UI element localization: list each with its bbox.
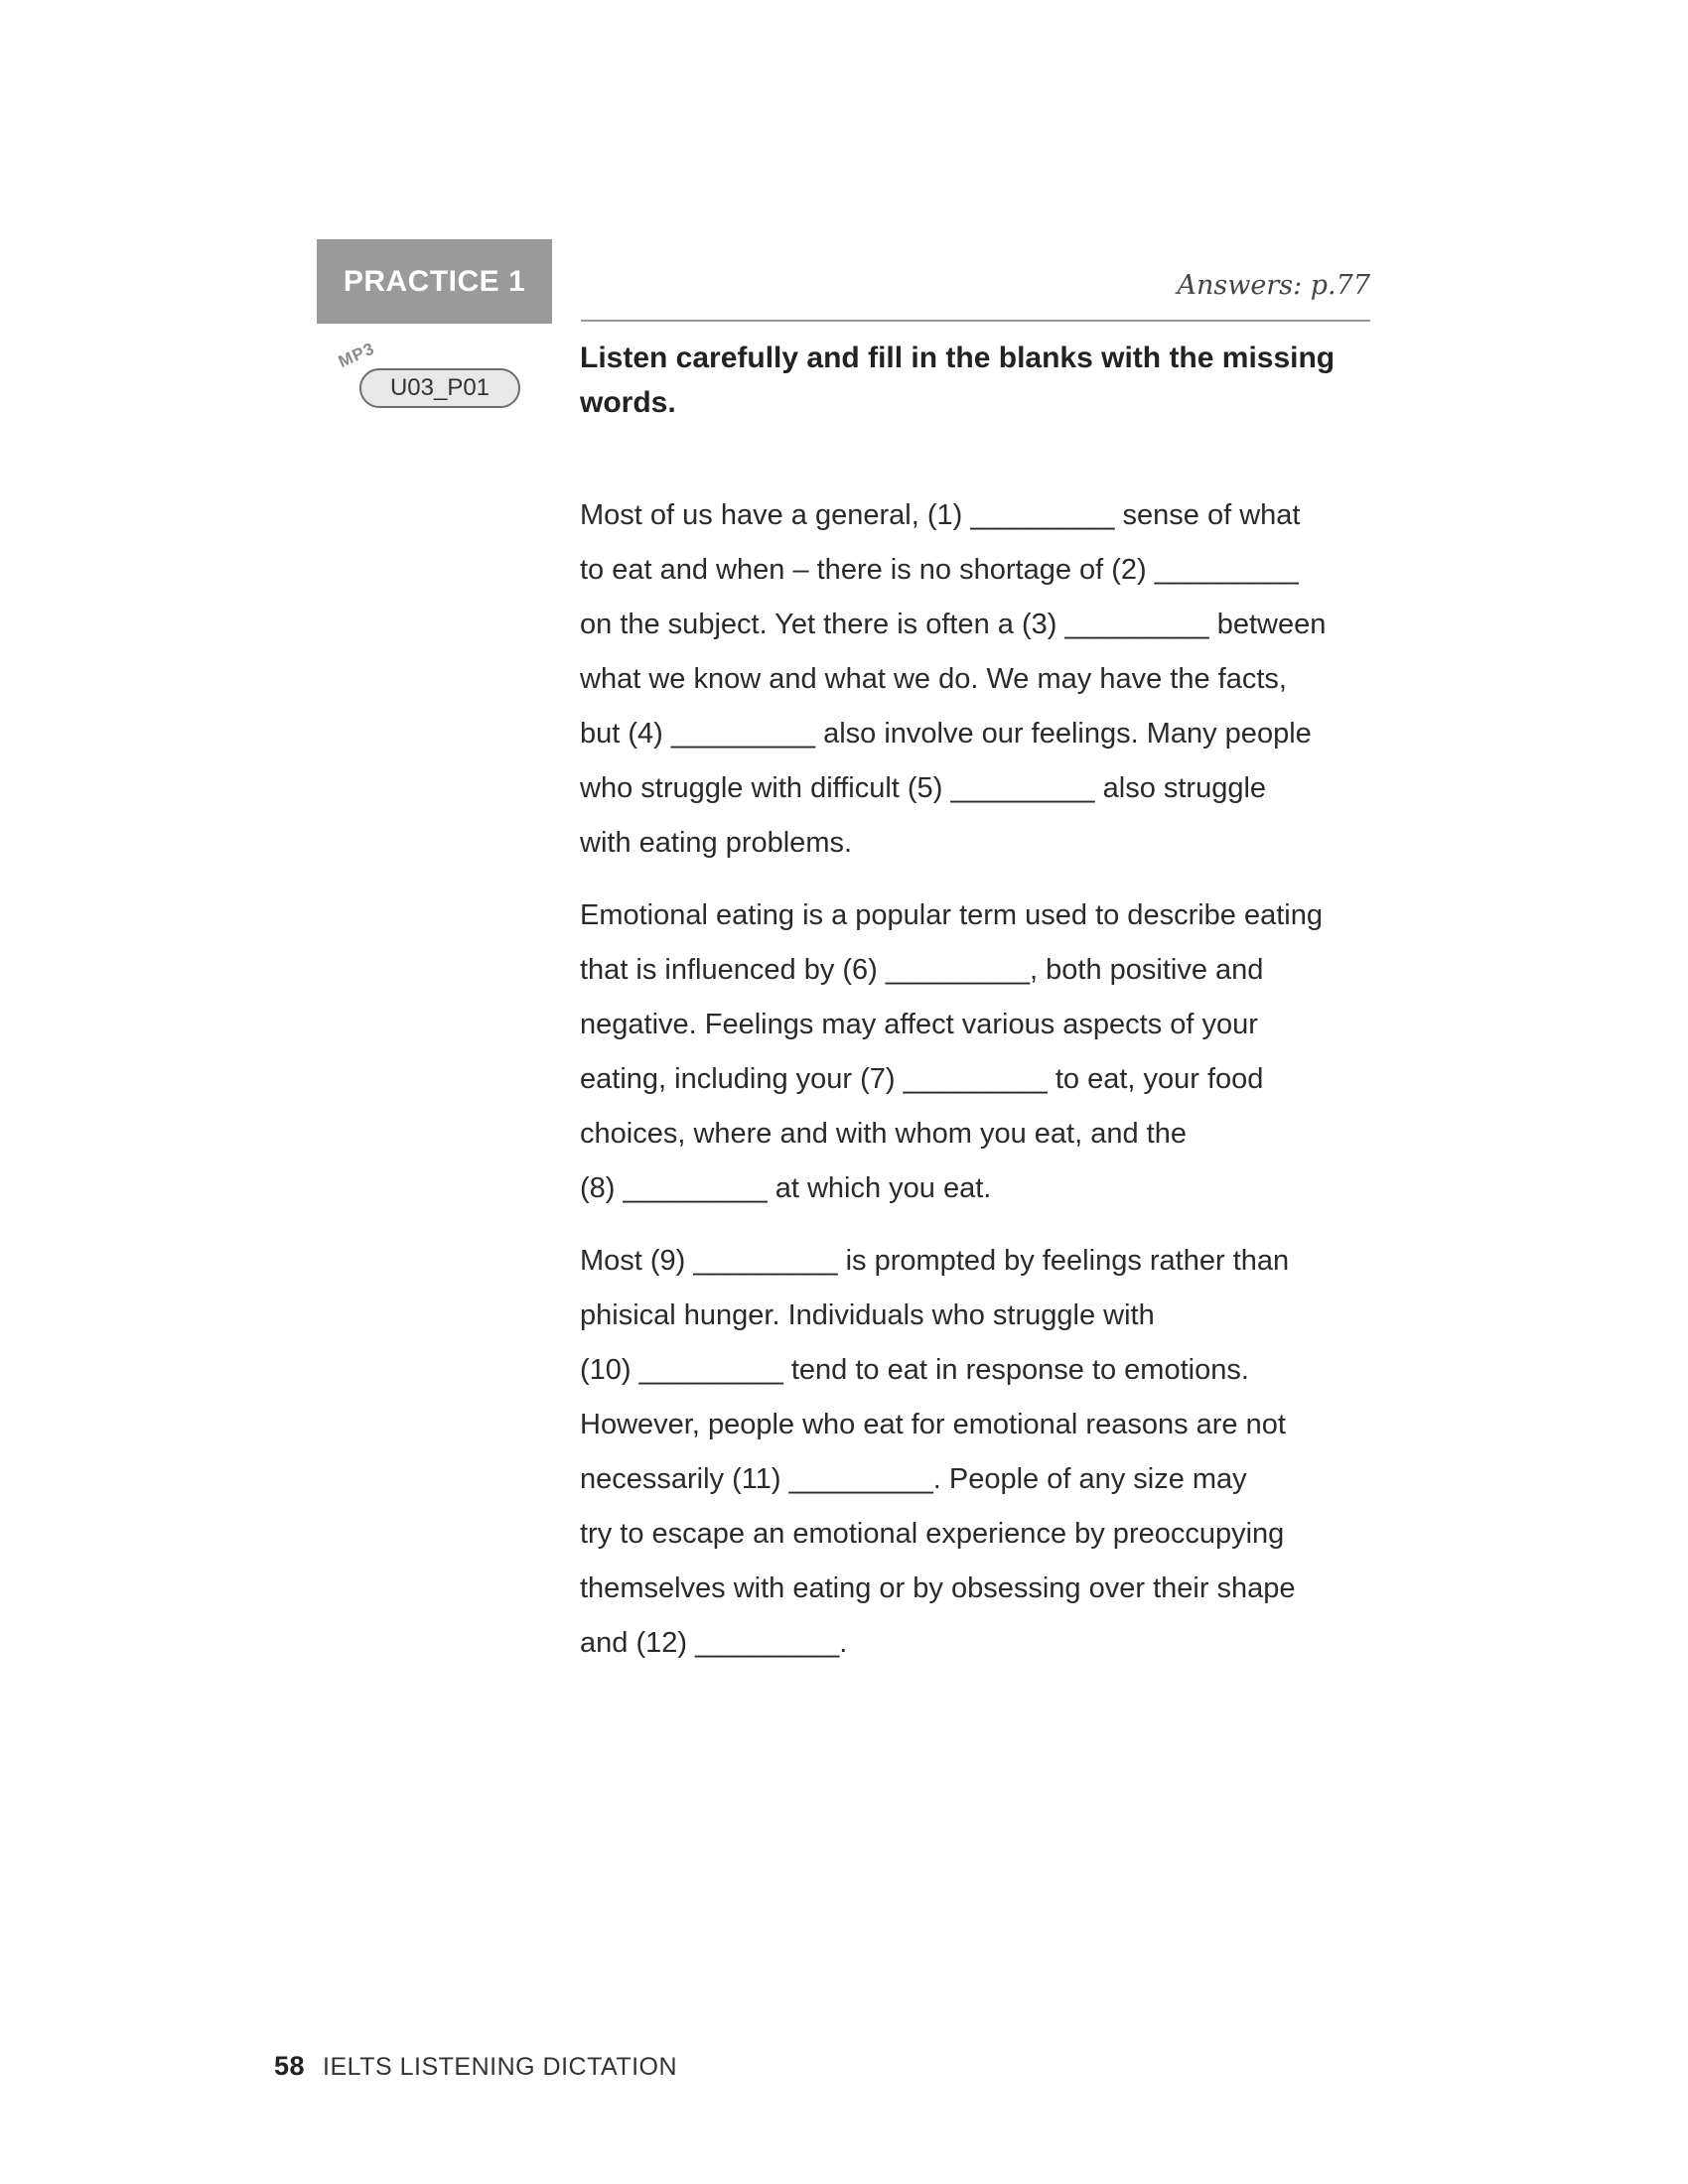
- passage-line: that is influenced by (6) _________, both positive and: [580, 954, 1264, 986]
- practice-badge: [317, 239, 552, 324]
- passage-paragraph-2: [580, 888, 1374, 1216]
- audio-track-id: U03_P01: [389, 374, 491, 401]
- passage-line: phisical hunger. Individuals who struggle with: [580, 1299, 1155, 1331]
- book-title: IELTS LISTENING DICTATION: [323, 2053, 678, 2081]
- passage-paragraph-3: [580, 1234, 1374, 1671]
- passage-line: themselves with eating or by obsessing over their shape: [580, 1572, 1296, 1604]
- dictation-passage: [580, 488, 1374, 1689]
- header-divider: [581, 320, 1370, 322]
- passage-line: Most of us have a general, (1) _________ sense of what: [580, 499, 1301, 531]
- passage-line: but (4) _________ also involve our feelings. Many people: [580, 718, 1312, 750]
- passage-line: choices, where and with whom you eat, and the: [580, 1118, 1187, 1150]
- passage-line: with eating problems.: [580, 827, 853, 859]
- passage-line: Most (9) _________ is prompted by feelings rather than: [580, 1245, 1290, 1277]
- passage-line: try to escape an emotional experience by preoccupying: [580, 1518, 1285, 1550]
- passage-line: eating, including your (7) _________ to eat, your food: [580, 1063, 1264, 1095]
- passage-line: who struggle with difficult (5) _________ also struggle: [580, 772, 1267, 804]
- page-number: 58: [274, 2051, 306, 2081]
- passage-line: necessarily (11) _________. People of any size may: [580, 1463, 1247, 1495]
- practice-label: PRACTICE 1: [343, 264, 526, 298]
- mp3-label: MP3: [335, 339, 378, 372]
- passage-line: (8) _________ at which you eat.: [580, 1172, 992, 1204]
- passage-line: However, people who eat for emotional reasons are not: [580, 1409, 1286, 1440]
- passage-line: on the subject. Yet there is often a (3) _________ between: [580, 609, 1327, 640]
- passage-line: to eat and when – there is no shortage of (2) _________: [580, 554, 1299, 586]
- passage-line: (10) _________ tend to eat in response to emotions.: [580, 1354, 1249, 1386]
- passage-line: and (12) _________.: [580, 1627, 848, 1659]
- passage-paragraph-1: [580, 488, 1374, 871]
- passage-line: Emotional eating is a popular term used to describe eating: [580, 899, 1323, 931]
- passage-line: negative. Feelings may affect various aspects of your: [580, 1009, 1258, 1040]
- instruction-text: Listen carefully and fill in the blanks with the missing words.: [580, 341, 1336, 419]
- answers-reference: Answers: p.77: [1177, 270, 1370, 301]
- passage-line: what we know and what we do. We may have the facts,: [580, 663, 1287, 695]
- page-footer: [274, 2051, 677, 2082]
- audio-track-button[interactable]: [359, 368, 520, 408]
